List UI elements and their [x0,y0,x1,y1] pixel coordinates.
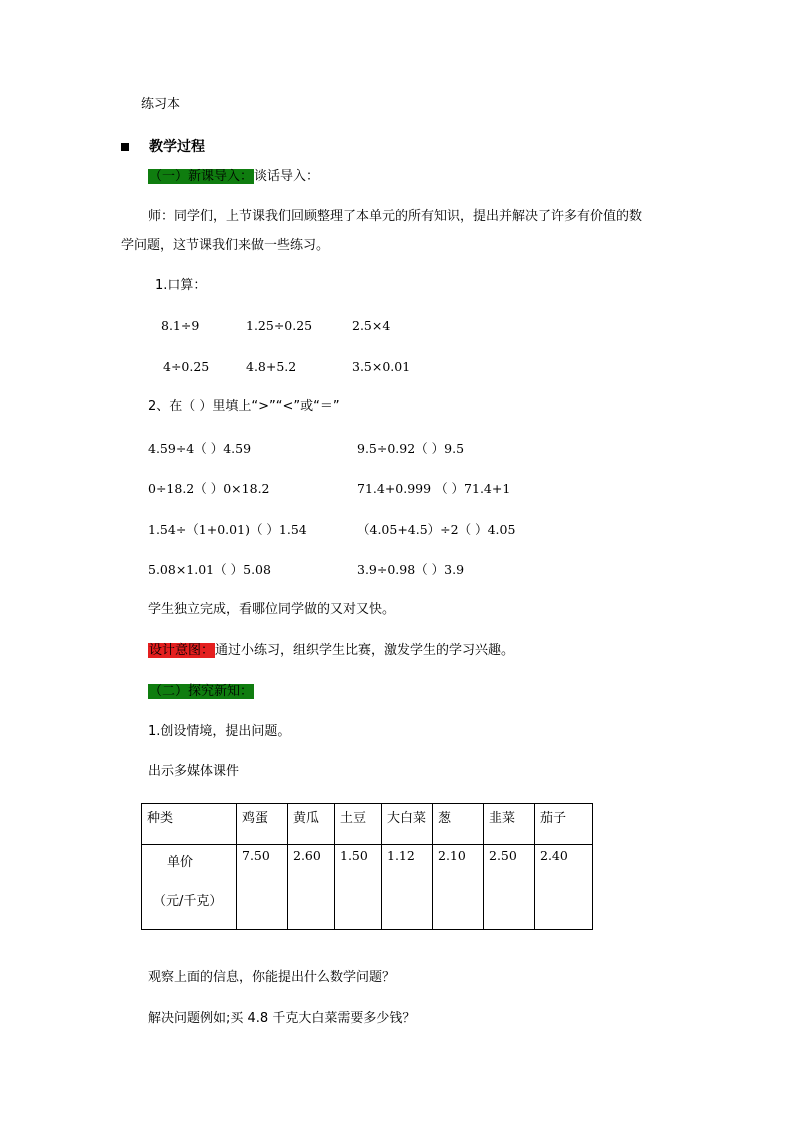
header-cell: 黄瓜 [288,804,335,845]
compare-item-1a: 4.59÷4（ ）4.59 [148,441,252,456]
oral-calc-2: 1.25÷0.25 [246,318,313,333]
value-cell: 2.10 [433,845,484,930]
oral-calc-5: 4.8+5.2 [246,359,297,374]
oral-calc-4: 4÷0.25 [163,359,210,374]
value-cell: 1.12 [382,845,433,930]
header-cell: 鸡蛋 [237,804,288,845]
value-cell: 2.40 [535,845,593,930]
row-label-cell [142,845,237,930]
teacher-talk-line1: 师：同学们，上节课我们回顾整理了本单元的所有知识，提出并解决了许多有价值的数 [148,209,643,224]
compare-item-4a: 5.08×1.01（ ）5.08 [148,562,271,577]
header-cell: 种类 [142,804,237,845]
teacher-talk-line2: 学问题，这节课我们来做一些练习。 [121,238,330,253]
compare-item-3a: 1.54÷（1+0.01)（ ）1.54 [148,522,307,537]
value-cell: 2.60 [288,845,335,930]
square-bullet-icon [121,143,129,151]
value-cell: 2.50 [484,845,535,930]
part2-heading [148,683,254,701]
value-cell: 7.50 [237,845,288,930]
compare-item-4b: 3.9÷0.98（ ）3.9 [357,562,465,577]
scenario-line: 1.创设情境，提出问题。 [148,724,291,739]
header-cell: 大白菜 [382,804,433,845]
header-cell: 韭菜 [484,804,535,845]
header-cell: 土豆 [335,804,382,845]
observe-question: 观察上面的信息，你能提出什么数学问题？ [148,970,396,985]
compare-item-2a: 0÷18.2（ ）0×18.2 [148,481,270,496]
compare-item-3b: （4.05+4.5）÷2（ ）4.05 [357,522,516,537]
section-heading: 教学过程 [149,139,205,155]
design-intent [148,642,514,660]
design-tag: 设计意图： [149,643,215,658]
compare-item-1b: 9.5÷0.92（ ）9.5 [357,441,465,456]
row-label-line1: 单价 [167,855,194,870]
compare-item-2b: 71.4+0.999 （ ）71.4+1 [357,481,511,496]
oral-calc-title: 1.口算： [155,278,207,293]
header-cell: 葱 [433,804,484,845]
part1-tag-after: 谈话导入： [254,169,320,184]
compare-title: 2、在（ ）里填上“>”“<”或“＝” [148,399,340,414]
price-table [141,803,593,930]
part1-tag: （一）新课导入： [149,169,254,184]
independent-note: 学生独立完成，看哪位同学做的又对又快。 [148,602,396,617]
row-label-line2: （元/千克） [153,894,223,909]
show-media-line: 出示多媒体课件 [148,764,240,779]
table-header-row [142,804,593,845]
header-cell: 茄子 [535,804,593,845]
oral-calc-3: 2.5×4 [352,318,391,333]
solve-example: 解决问题例如;买 4.8 千克大白菜需要多少钱？ [148,1011,416,1026]
oral-calc-1: 8.1÷9 [161,318,200,333]
table-row [142,845,593,930]
part2-tag: （二）探究新知： [149,684,254,699]
part1-heading [148,168,319,186]
oral-calc-6: 3.5×0.01 [352,359,411,374]
top-note: 练习本 [141,97,181,112]
design-text: 通过小练习，组织学生比赛，激发学生的学习兴趣。 [215,643,515,658]
section-heading-row [121,138,205,156]
value-cell: 1.50 [335,845,382,930]
